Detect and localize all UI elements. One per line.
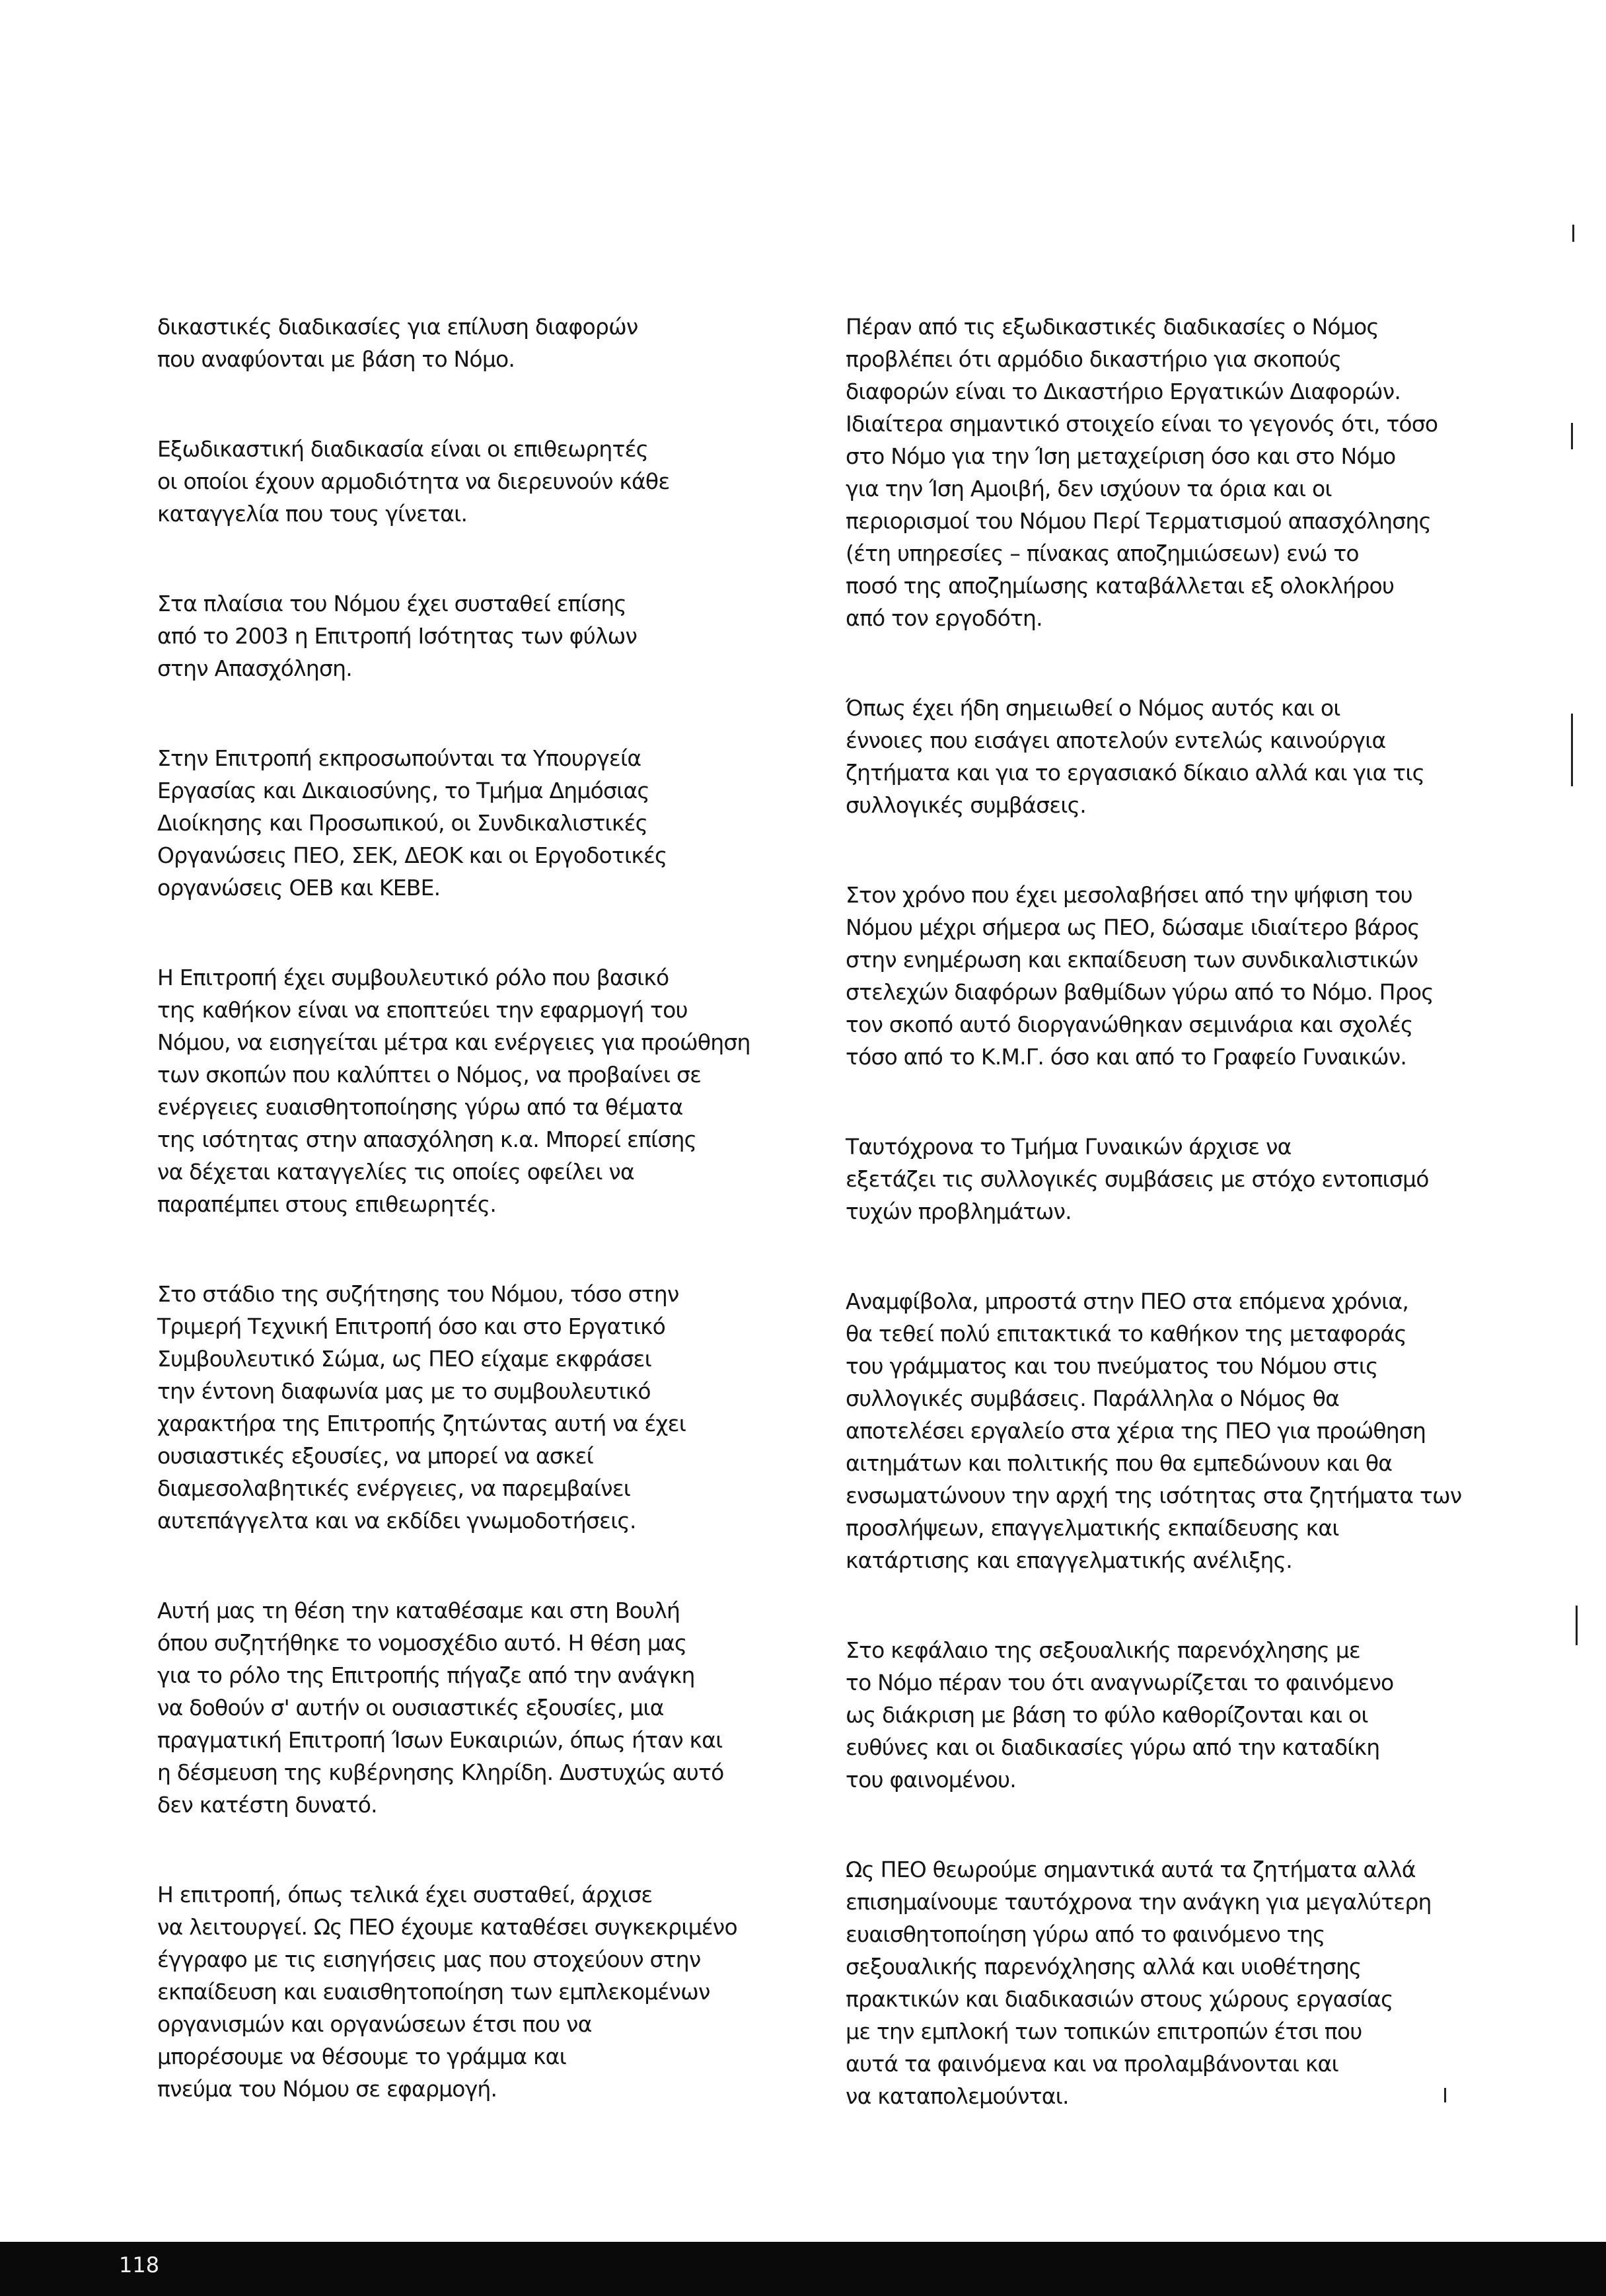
paragraph: [157, 1878, 798, 2105]
text-line: ενσωματώνουν την αρχή της ισότητας στα ζητήματα των: [846, 1483, 1462, 1508]
scan-speck: [1576, 1606, 1578, 1645]
page-number: 118: [119, 2252, 160, 2277]
text-line: Νόμου, να εισηγείται μέτρα και ενέργειες για προώθηση: [157, 1029, 750, 1055]
text-line: έγγραφο με τις εισηγήσεις μας που στοχεύουν στην: [157, 1946, 701, 1972]
text-line: έννοιες που εισάγει αποτελούν εντελώς καινούργια: [846, 727, 1386, 753]
text-line: θα τεθεί πολύ επιτακτικά το καθήκον της μεταφοράς: [846, 1321, 1406, 1347]
text-line: του φαινομένου.: [846, 1767, 1016, 1793]
paragraph: [846, 1285, 1480, 1576]
text-line: στελεχών διαφόρων βαθμίδων γύρω από το Νόμο. Προς: [846, 979, 1434, 1005]
text-line: οργανισμών και οργανώσεων έτσι που να: [157, 2011, 592, 2037]
right-column: [846, 311, 1480, 2170]
text-line: μπορέσουμε να θέσουμε το γράμμα και: [157, 2044, 566, 2069]
text-line: να δοθούν σ' αυτήν οι ουσιαστικές εξουσίες, μια: [157, 1695, 664, 1721]
text-line: αιτημάτων και πολιτικής που θα εμπεδώνουν και θα: [846, 1450, 1393, 1476]
text-line: οργανώσεις ΟΕΒ και ΚΕΒΕ.: [157, 875, 441, 901]
text-line: πρακτικών και διαδικασιών στους χώρους εργασίας: [846, 1986, 1393, 2012]
text-line: πραγματική Επιτροπή Ίσων Ευκαιριών, όπως ήταν και: [157, 1727, 723, 1753]
text-line: (έτη υπηρεσίες – πίνακας αποζημιώσεων) ενώ το: [846, 540, 1359, 566]
paragraph: [846, 311, 1480, 634]
text-line: προβλέπει ότι αρμόδιο δικαστήριο για σκοπούς: [846, 346, 1342, 372]
paragraph: [157, 587, 798, 685]
scan-speck: [1572, 225, 1574, 242]
text-line: δικαστικές διαδικασίες για επίλυση διαφορών: [157, 314, 638, 340]
text-line: το Νόμο πέραν του ότι αναγνωρίζεται το φαινόμενο: [846, 1670, 1394, 1695]
paragraph: [157, 311, 798, 375]
text-line: Εξωδικαστική διαδικασία είναι οι επιθεωρητές: [157, 436, 649, 462]
scan-speck: [1444, 2088, 1446, 2102]
text-line: Πέραν από τις εξωδικαστικές διαδικασίες ο Νόμος: [846, 314, 1379, 340]
text-line: του γράμματος και του πνεύματος του Νόμου στις: [846, 1353, 1378, 1379]
text-line: Νόμου μέχρι σήμερα ως ΠΕΟ, δώσαμε ιδιαίτερο βάρος: [846, 914, 1420, 940]
text-line: Αναμφίβολα, μπροστά στην ΠΕΟ στα επόμενα χρόνια,: [846, 1288, 1409, 1314]
text-line: την έντονη διαφωνία μας με το συμβουλευτικό: [157, 1378, 651, 1404]
text-line: ουσιαστικές εξουσίες, να μπορεί να ασκεί: [157, 1443, 593, 1469]
text-line: για το ρόλο της Επιτροπής πήγαζε από την ανάγκη: [157, 1662, 695, 1688]
text-line: ποσό της αποζημίωσης καταβάλλεται εξ ολοκλήρου: [846, 573, 1395, 599]
text-line: σεξουαλικής παρενόχλησης αλλά και υιοθέτησης: [846, 1954, 1362, 1980]
text-line: Τριμερή Τεχνική Επιτροπή όσο και στο Εργατικό: [157, 1314, 665, 1339]
footer-bar: [0, 2242, 1606, 2296]
text-line: ζητήματα και για το εργασιακό δίκαιο αλλά και για τις: [846, 760, 1425, 786]
text-line: να καταπολεμούνται.: [846, 2083, 1069, 2109]
text-line: πνεύμα του Νόμου σε εφαρμογή.: [157, 2076, 497, 2102]
paragraph: [846, 1634, 1480, 1796]
text-line: όπου συζητήθηκε το νομοσχέδιο αυτό. Η θέση μας: [157, 1630, 687, 1656]
text-line: Στα πλαίσια του Νόμου έχει συσταθεί επίσης: [157, 591, 626, 616]
text-line: αποτελέσει εργαλείο στα χέρια της ΠΕΟ για προώθηση: [846, 1418, 1426, 1444]
text-line: παραπέμπει στους επιθεωρητές.: [157, 1191, 497, 1217]
text-line: τόσο από το Κ.Μ.Γ. όσο και από το Γραφείο Γυναικών.: [846, 1044, 1407, 1070]
text-line: δεν κατέστη δυνατό.: [157, 1792, 377, 1818]
text-line: Οργανώσεις ΠΕΟ, ΣΕΚ, ΔΕΟΚ και οι Εργοδοτικές: [157, 842, 667, 868]
text-line: για την Ίση Αμοιβή, δεν ισχύουν τα όρια και οι: [846, 476, 1332, 501]
text-line: στην Απασχόληση.: [157, 655, 352, 681]
text-line: Ως ΠΕΟ θεωρούμε σημαντικά αυτά τα ζητήματα αλλά: [846, 1857, 1416, 1882]
text-line: Αυτή μας τη θέση την καταθέσαμε και στη Βουλή: [157, 1598, 680, 1623]
text-line: στην ενημέρωση και εκπαίδευση των συνδικαλιστικών: [846, 947, 1418, 973]
text-line: Εργασίας και Δικαιοσύνης, το Τμήμα Δημόσιας: [157, 778, 649, 803]
text-line: περιορισμοί του Νόμου Περί Τερματισμού απασχόλησης: [846, 508, 1432, 534]
text-line: διαμεσολαβητικές ενέργειες, να παρεμβαίνει: [157, 1475, 631, 1501]
text-line: να λειτουργεί. Ως ΠΕΟ έχουμε καταθέσει συγκεκριμένο: [157, 1914, 737, 1940]
text-line: με την εμπλοκή των τοπικών επιτροπών έτσι που: [846, 2018, 1362, 2044]
text-line: Διοίκησης και Προσωπικού, οι Συνδικαλιστικές: [157, 810, 648, 836]
text-line: στο Νόμο για την Ίση μεταχείριση όσο και στο Νόμο: [846, 443, 1396, 469]
text-line: χαρακτήρα της Επιτροπής ζητώντας αυτή να έχει: [157, 1411, 686, 1436]
paragraph: [846, 1853, 1480, 2112]
text-line: Στο στάδιο της συζήτησης του Νόμου, τόσο στην: [157, 1281, 679, 1307]
text-line: αυτεπάγγελτα και να εκδίδει γνωμοδοτήσεις.: [157, 1508, 636, 1534]
text-line: Η επιτροπή, όπως τελικά έχει συσταθεί, άρχισε: [157, 1882, 653, 1907]
text-line: Στον χρόνο που έχει μεσολαβήσει από την ψήφιση του: [846, 882, 1412, 908]
text-line: διαφορών είναι το Δικαστήριο Εργατικών Διαφορών.: [846, 379, 1401, 404]
text-line: Συμβουλευτικό Σώμα, ως ΠΕΟ είχαμε εκφράσει: [157, 1346, 651, 1372]
left-column: [157, 311, 798, 2163]
text-line: συλλογικές συμβάσεις.: [846, 792, 1086, 818]
paragraph: [846, 1130, 1480, 1228]
text-line: ενέργειες ευαισθητοποίησης γύρω από τα θέματα: [157, 1094, 683, 1120]
text-line: της ισότητας στην απασχόληση κ.α. Μπορεί επίσης: [157, 1127, 697, 1152]
text-line: ως διάκριση με βάση το φύλο καθορίζονται και οι: [846, 1702, 1368, 1728]
text-line: Στην Επιτροπή εκπροσωπούνται τα Υπουργεία: [157, 745, 641, 771]
text-line: να δέχεται καταγγελίες τις οποίες οφείλει να: [157, 1159, 634, 1185]
text-line: της καθήκον είναι να εποπτεύει την εφαρμογή του: [157, 997, 688, 1023]
paragraph: [157, 1278, 798, 1537]
text-line: προσλήψεων, επαγγελματικής εκπαίδευσης και: [846, 1515, 1339, 1541]
paragraph: [157, 1594, 798, 1821]
text-line: αυτά τα φαινόμενα και να προλαμβάνονται και: [846, 2051, 1338, 2077]
text-line: ευθύνες και οι διαδικασίες γύρω από την καταδίκη: [846, 1734, 1380, 1760]
text-line: οι οποίοι έχουν αρμοδιότητα να διερευνούν κάθε: [157, 468, 670, 494]
text-line: Στο κεφάλαιο της σεξουαλικής παρενόχλησης με: [846, 1637, 1360, 1663]
text-line: Η Επιτροπή έχει συμβουλευτικό ρόλο που βασικό: [157, 965, 669, 990]
text-line: Ταυτόχρονα το Τμήμα Γυναικών άρχισε να: [846, 1134, 1292, 1160]
text-line: που αναφύονται με βάση το Νόμο.: [157, 346, 515, 372]
text-line: από το 2003 η Επιτροπή Ισότητας των φύλων: [157, 623, 638, 649]
paragraph: [157, 433, 798, 530]
paragraph: [846, 879, 1480, 1073]
text-line: τον σκοπό αυτό διοργανώθηκαν σεμινάρια και σχολές: [846, 1012, 1413, 1037]
text-line: κατάρτισης και επαγγελματικής ανέλιξης.: [846, 1547, 1292, 1573]
text-line: τυχών προβλημάτων.: [846, 1199, 1072, 1224]
scan-speck: [1571, 423, 1573, 449]
paragraph: [157, 742, 798, 904]
text-line: επισημαίνουμε ταυτόχρονα την ανάγκη για μεγαλύτερη: [846, 1889, 1432, 1915]
text-line: από τον εργοδότη.: [846, 605, 1042, 631]
text-line: εξετάζει τις συλλογικές συμβάσεις με στόχο εντοπισμό: [846, 1166, 1429, 1192]
text-line: καταγγελία που τους γίνεται.: [157, 501, 468, 527]
paragraph: [846, 692, 1480, 821]
text-line: Όπως έχει ήδη σημειωθεί ο Νόμος αυτός και οι: [846, 695, 1340, 721]
text-line: Ιδιαίτερα σημαντικό στοιχείο είναι το γεγονός ότι, τόσο: [846, 411, 1438, 437]
text-line: η δέσμευση της κυβέρνησης Κληρίδη. Δυστυχώς αυτό: [157, 1759, 724, 1785]
text-line: των σκοπών που καλύπτει ο Νόμος, να προβαίνει σε: [157, 1062, 702, 1088]
text-line: συλλογικές συμβάσεις. Παράλληλα ο Νόμος θα: [846, 1386, 1340, 1411]
paragraph: [157, 961, 798, 1220]
text-line: ευαισθητοποίηση γύρω από το φαινόμενο της: [846, 1921, 1325, 1947]
text-line: εκπαίδευση και ευαισθητοποίηση των εμπλεκομένων: [157, 1979, 710, 2005]
scan-speck: [1571, 714, 1573, 786]
